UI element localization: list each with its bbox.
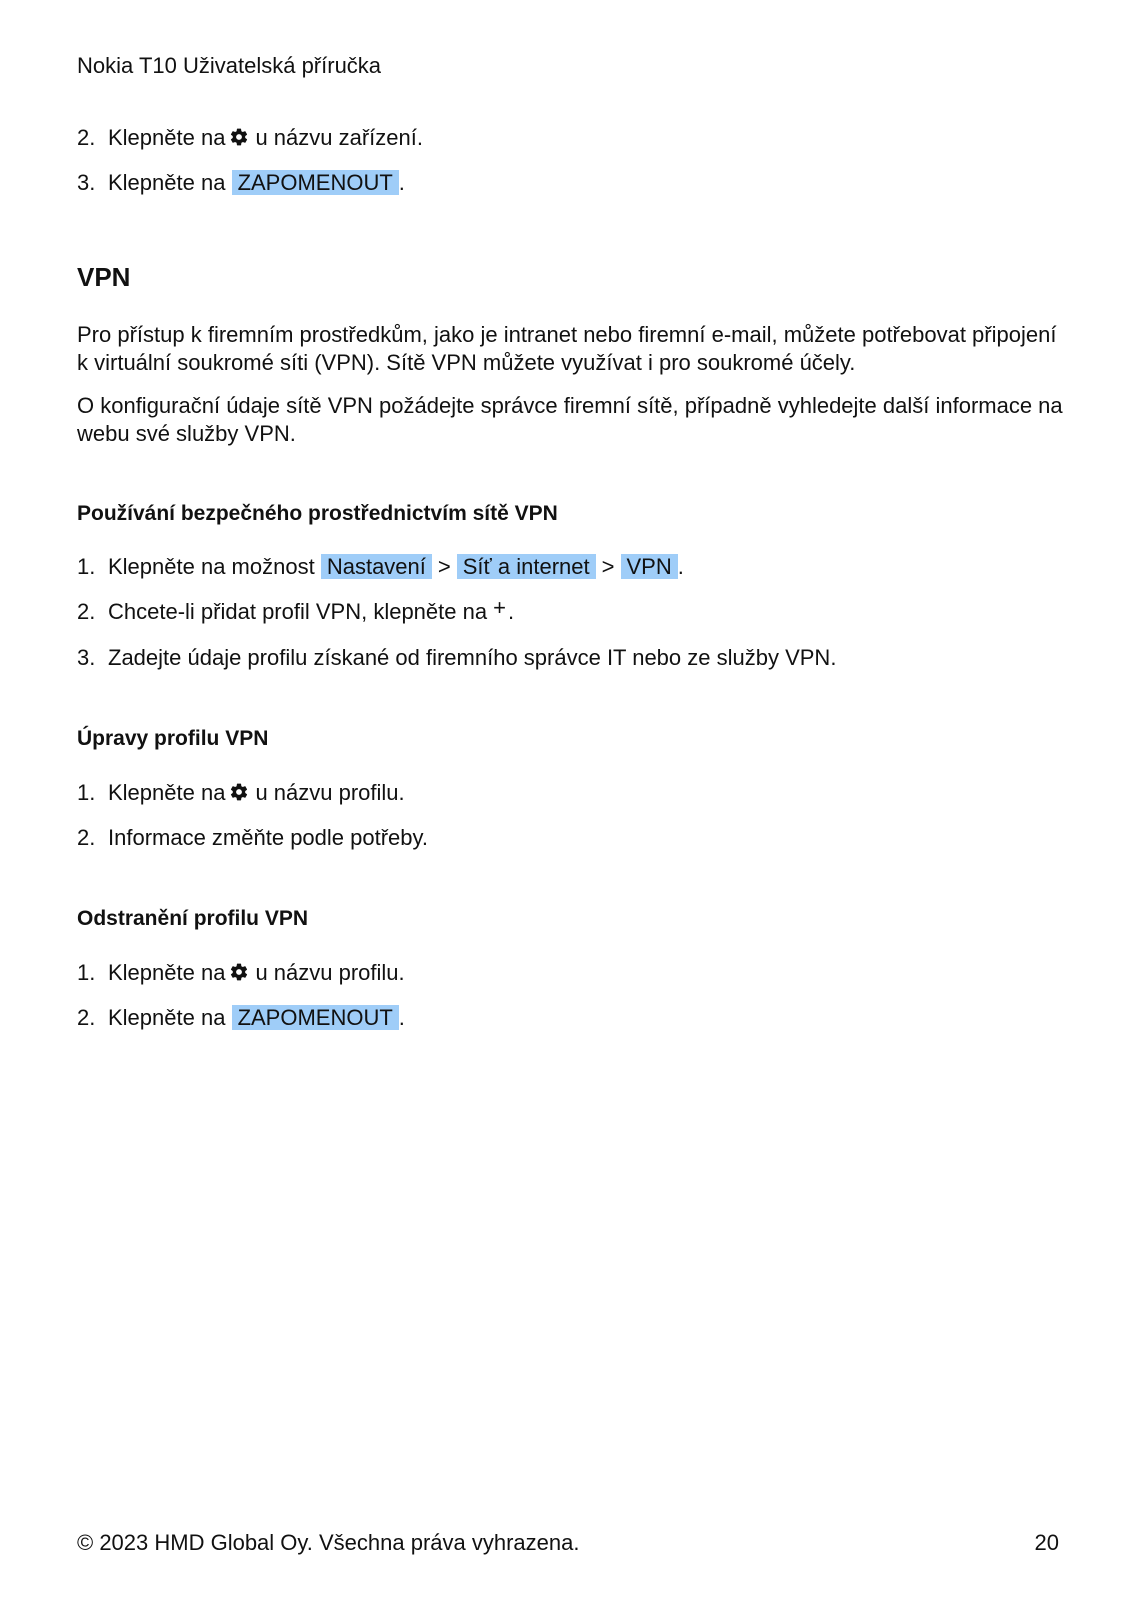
step-text: u názvu zařízení. [255,125,423,150]
step-number: 1. [77,554,96,579]
page-number: 20 [1034,1530,1059,1555]
gear-icon [229,962,249,982]
step-text: u názvu profilu. [255,780,405,805]
step-text: Informace změňte podle potřeby. [108,825,428,850]
paragraph: O konfigurační údaje sítě VPN požádejte správce firemní sítě, případně vyhledejte další informace na webu své služby VPN. [77,393,1063,446]
list-item [77,1004,405,1032]
step-text: Klepněte na [108,1005,226,1030]
step-number: 2. [77,125,96,150]
gear-icon [229,127,249,147]
forget-button[interactable]: ZAPOMENOUT [232,170,399,195]
step-text: Klepněte na [108,170,226,195]
step-text: Chcete-li přidat profil VPN, klepněte na [108,599,488,624]
plus-icon: + [493,595,506,620]
step-text: u názvu profilu. [255,960,405,985]
step-number: 3. [77,170,96,195]
list-item [77,595,515,626]
step-number: 2. [77,825,96,850]
list-item [77,779,405,807]
paragraph: Pro přístup k firemním prostředkům, jako je intranet nebo firemní e-mail, můžete potřebovat připojení k virtuální soukromé síti (VPN). Sítě VPN můžete využívat i pro soukromé účely. [77,322,1057,375]
forget-button[interactable]: ZAPOMENOUT [232,1005,399,1030]
footer-copyright: © 2023 HMD Global Oy. Všechna práva vyhrazena. [77,1530,580,1555]
step-number: 3. [77,645,96,670]
step-punct: . [398,1005,405,1030]
step-text: Klepněte na [108,125,226,150]
step-text: Klepněte na [108,780,226,805]
path-separator: > [601,554,615,579]
page-header: Nokia T10 Uživatelská příručka [77,53,382,78]
network-path-item[interactable]: Síť a internet [457,554,596,579]
list-item [77,553,684,581]
step-text: Klepněte na [108,960,226,985]
step-punct: . [507,599,515,624]
step-number: 2. [77,1005,96,1030]
vpn-path-item[interactable]: VPN [621,554,678,579]
step-text: Klepněte na možnost [108,554,315,579]
step-text: Zadejte údaje profilu získané od firemního správce IT nebo ze služby VPN. [108,645,837,670]
list-item [77,644,836,672]
path-separator: > [437,554,451,579]
subsection-heading: Úpravy profilu VPN [77,727,269,750]
step-number: 1. [77,960,96,985]
settings-path-item[interactable]: Nastavení [321,554,432,579]
list-item [77,959,405,987]
subsection-heading: Odstranění profilu VPN [77,907,309,930]
step-punct: . [677,554,684,579]
list-item [77,124,423,152]
list-item [77,824,428,852]
step-punct: . [398,170,405,195]
gear-icon [229,782,249,802]
step-number: 2. [77,599,96,624]
subsection-heading: Používání bezpečného prostřednictvím sítě VPN [77,502,558,525]
step-number: 1. [77,780,96,805]
list-item [77,169,405,197]
section-title: VPN [77,262,131,292]
